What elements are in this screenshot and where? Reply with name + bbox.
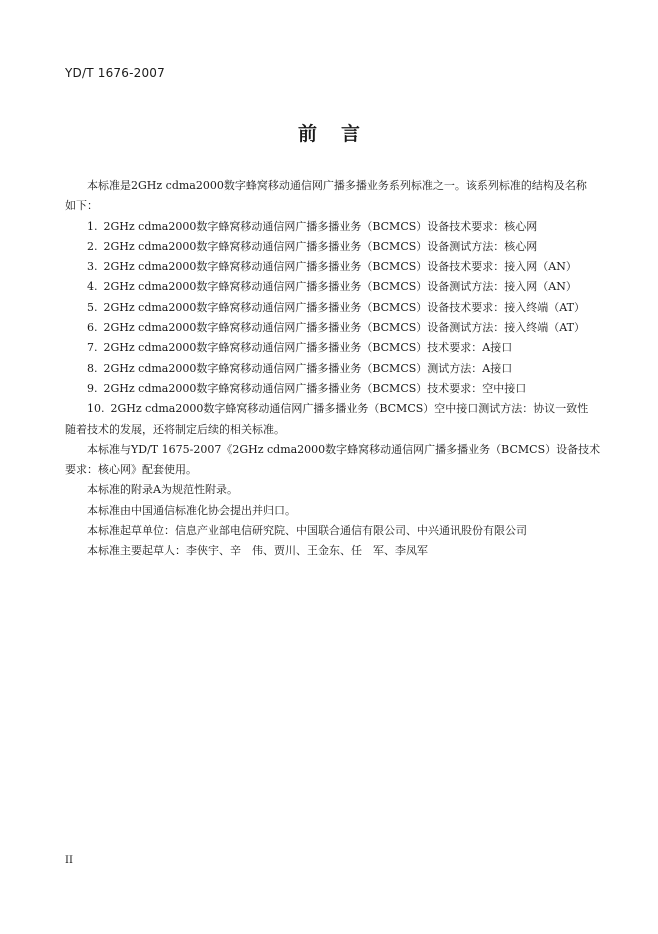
appendix-note: 本标准的附录A为规范性附录。 xyxy=(87,483,238,497)
list-item-number: 5. xyxy=(87,300,98,314)
list-item-text: 2GHz cdma2000数字蜂窝移动通信网广播多播业务（BCMCS）设备测试方法：核心网 xyxy=(103,239,538,253)
list-item-number: 2. xyxy=(87,239,98,253)
list-item-number: 1. xyxy=(87,219,98,233)
standard-code: YD/T 1676-2007 xyxy=(65,66,165,80)
list-item-number: 4. xyxy=(87,280,98,294)
list-item xyxy=(65,257,605,277)
list-item xyxy=(65,217,605,237)
future-standards-note: 随着技术的发展，还将制定后续的相关标准。 xyxy=(65,422,285,436)
list-item-text: 2GHz cdma2000数字蜂窝移动通信网广播多播业务（BCMCS）设备测试方法：接入网（AN） xyxy=(103,280,577,294)
page-number: II xyxy=(65,855,73,866)
list-item-text: 2GHz cdma2000数字蜂窝移动通信网广播多播业务（BCMCS）技术要求：空中接口 xyxy=(103,381,527,395)
list-item xyxy=(65,318,605,338)
drafting-units: 本标准起草单位：信息产业部电信研究院、中国联合通信有限公司、中兴通讯股份有限公司 xyxy=(87,524,527,538)
document-body xyxy=(65,176,605,562)
list-item-number: 8. xyxy=(87,361,98,375)
list-item-number: 10. xyxy=(87,402,105,416)
list-item xyxy=(65,277,605,297)
list-item-number: 9. xyxy=(87,381,98,395)
list-item-number: 6. xyxy=(87,321,98,335)
list-item-number: 3. xyxy=(87,260,98,274)
drafters: 本标准主要起草人：李俠宇、辛 伟、贾川、王金东、任 军、李凤军 xyxy=(87,544,428,558)
list-item-text: 2GHz cdma2000数字蜂窝移动通信网广播多播业务（BCMCS）设备测试方法：接入终端（AT） xyxy=(103,321,585,335)
companion-line-1: 本标准与YD/T 1675-2007《2GHz cdma2000数字蜂窝移动通信网广播多播业务（BCMCS）设备技术 xyxy=(87,442,601,456)
standards-list xyxy=(65,217,605,420)
intro-line-1: 本标准是2GHz cdma2000数字蜂窝移动通信网广播多播业务系列标准之一。该系列标准的结构及名称 xyxy=(87,179,587,192)
list-item xyxy=(65,399,605,419)
list-item xyxy=(65,379,605,399)
proposer-note: 本标准由中国通信标准化协会提出并归口。 xyxy=(87,503,296,517)
list-item xyxy=(65,338,605,358)
page-title xyxy=(0,119,658,146)
list-item-text: 2GHz cdma2000数字蜂窝移动通信网广播多播业务（BCMCS）设备技术要求：接入网（AN） xyxy=(103,260,577,274)
title-char-2: 言 xyxy=(341,123,361,145)
list-item-text: 2GHz cdma2000数字蜂窝移动通信网广播多播业务（BCMCS）设备技术要求：核心网 xyxy=(103,219,538,233)
intro-line-2: 如下： xyxy=(65,199,98,213)
list-item-text: 2GHz cdma2000数字蜂窝移动通信网广播多播业务（BCMCS）技术要求：A接口 xyxy=(103,341,513,355)
list-item-text: 2GHz cdma2000数字蜂窝移动通信网广播多播业务（BCMCS）测试方法：A接口 xyxy=(103,361,513,375)
list-item xyxy=(65,237,605,257)
title-char-1: 前 xyxy=(297,123,317,145)
list-item xyxy=(65,359,605,379)
list-item xyxy=(65,298,605,318)
list-item-text: 2GHz cdma2000数字蜂窝移动通信网广播多播业务（BCMCS）设备技术要求：接入终端（AT） xyxy=(103,300,585,314)
companion-line-2: 要求：核心网》配套使用。 xyxy=(65,463,197,477)
list-item-text: 2GHz cdma2000数字蜂窝移动通信网广播多播业务（BCMCS）空中接口测试方法：协议一致性 xyxy=(110,402,589,416)
list-item-number: 7. xyxy=(87,341,98,355)
